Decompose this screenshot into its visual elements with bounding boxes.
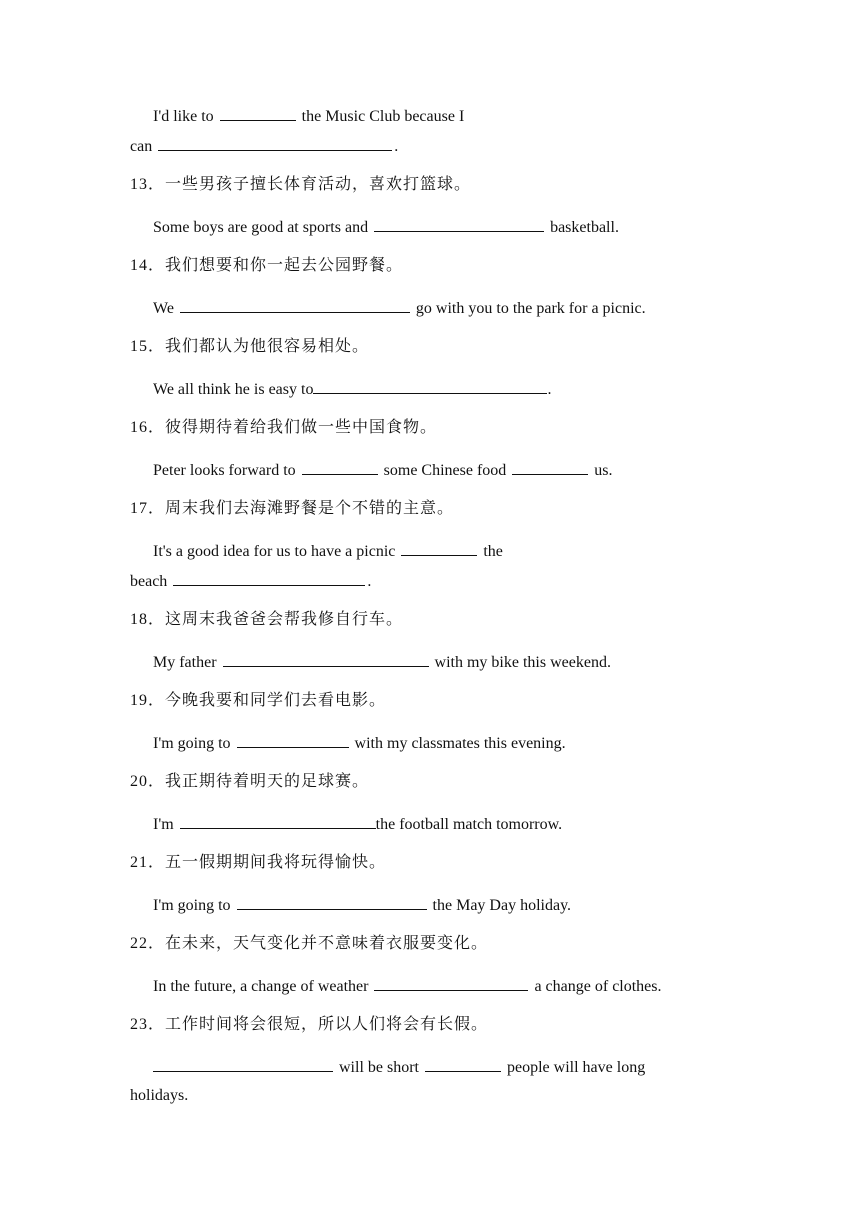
item-19-chinese: 19．今晚我要和同学们去看电影。 [130,692,387,709]
item-22-english: In the future, a change of weather a change of clothes. [153,975,662,997]
answer-blank[interactable] [401,540,477,556]
item-12-english-line1: I'd like to the Music Club because I [153,105,464,127]
item-17-chinese: 17．周末我们去海滩野餐是个不错的主意。 [130,500,455,517]
item-20-chinese: 20．我正期待着明天的足球赛。 [130,773,370,790]
item-23-english-line1: will be short people will have long [153,1056,645,1078]
answer-blank[interactable] [180,813,376,829]
item-23-chinese: 23．工作时间将会很短，所以人们将会有长假。 [130,1016,489,1033]
answer-blank[interactable] [153,1056,333,1072]
answer-blank[interactable] [425,1056,501,1072]
item-23-english-line2: holidays. [130,1087,189,1104]
item-17-english-line2: beach . [130,570,371,592]
item-17-english-line1: It's a good idea for us to have a picnic the [153,540,503,562]
answer-blank[interactable] [374,216,544,232]
item-14-chinese: 14．我们想要和你一起去公园野餐。 [130,257,404,274]
answer-blank[interactable] [313,378,547,394]
item-18-english: My father with my bike this weekend. [153,651,611,673]
item-16-chinese: 16．彼得期待着给我们做一些中国食物。 [130,419,438,436]
answer-blank[interactable] [302,459,378,475]
answer-blank[interactable] [237,894,427,910]
answer-blank[interactable] [220,105,296,121]
item-13-english: Some boys are good at sports and basketball. [153,216,619,238]
item-14-english: We go with you to the park for a picnic. [153,297,646,319]
item-18-chinese: 18．这周末我爸爸会帮我修自行车。 [130,611,404,628]
item-12-english-line2: can . [130,135,398,157]
answer-blank[interactable] [173,570,365,586]
answer-blank[interactable] [180,297,410,313]
item-13-chinese: 13．一些男孩子擅长体育活动，喜欢打篮球。 [130,176,472,193]
answer-blank[interactable] [158,135,392,151]
answer-blank[interactable] [237,732,349,748]
item-15-english: We all think he is easy to . [153,378,551,400]
item-15-chinese: 15．我们都认为他很容易相处。 [130,338,370,355]
item-19-english: I'm going to with my classmates this evening. [153,732,566,754]
item-21-chinese: 21．五一假期期间我将玩得愉快。 [130,854,387,871]
item-20-english: I'm the football match tomorrow. [153,813,562,835]
answer-blank[interactable] [374,975,528,991]
answer-blank[interactable] [512,459,588,475]
item-21-english: I'm going to the May Day holiday. [153,894,571,916]
answer-blank[interactable] [223,651,429,667]
item-22-chinese: 22．在未来，天气变化并不意味着衣服要变化。 [130,935,489,952]
item-16-english: Peter looks forward to some Chinese food us. [153,459,613,481]
